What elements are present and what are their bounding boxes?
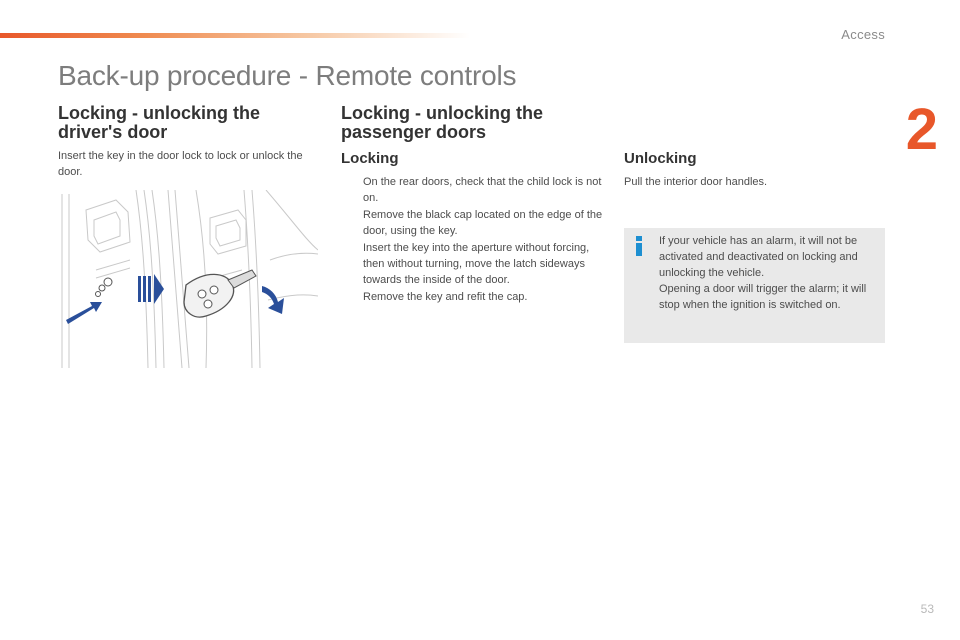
unlocking-heading: Unlocking xyxy=(624,150,697,167)
drivers-door-heading xyxy=(58,104,260,142)
page-title: Back-up procedure - Remote controls xyxy=(58,60,517,91)
locking-steps-list xyxy=(342,174,604,306)
info-box xyxy=(624,228,885,343)
header-accent-bar xyxy=(0,33,470,38)
list-item xyxy=(342,289,604,305)
page-number: 53 xyxy=(920,602,934,616)
passenger-doors-heading-line2: passenger doors xyxy=(341,122,487,142)
drivers-door-text: Insert the key in the door lock to lock or unlock the door. xyxy=(58,150,303,178)
drivers-door-heading-line1: Locking - unlocking the xyxy=(58,103,260,123)
info-text-line2: Opening a door will trigger the alarm; it will stop when the ignition is switched on. xyxy=(659,283,867,311)
section-name: Access xyxy=(841,27,885,42)
list-item-text: Remove the key and refit the cap. xyxy=(363,291,528,303)
passenger-doors-heading-line1: Locking - unlocking the xyxy=(341,103,543,123)
unlocking-text: Pull the interior door handles. xyxy=(624,176,768,188)
info-icon xyxy=(633,236,645,256)
info-text xyxy=(659,233,879,313)
list-item xyxy=(342,240,604,288)
list-item xyxy=(342,174,604,206)
list-item-text: Insert the key into the aperture without forcing, then without turning, move the latch sideways towards the inside of the door. xyxy=(363,242,590,286)
locking-heading: Locking xyxy=(341,150,399,167)
door-lock-illustration xyxy=(56,190,318,368)
passenger-doors-heading xyxy=(341,104,543,142)
chapter-number: 2 xyxy=(905,97,938,162)
list-item-text: Remove the black cap located on the edge of the door, using the key. xyxy=(363,209,603,237)
list-item-text: On the rear doors, check that the child lock is not on. xyxy=(363,176,602,204)
drivers-door-heading-line2: driver's door xyxy=(58,122,168,142)
info-text-line1: If your vehicle has an alarm, it will not be activated and deactivated on locking and unlocking the vehicle. xyxy=(659,235,858,279)
list-item xyxy=(342,207,604,239)
